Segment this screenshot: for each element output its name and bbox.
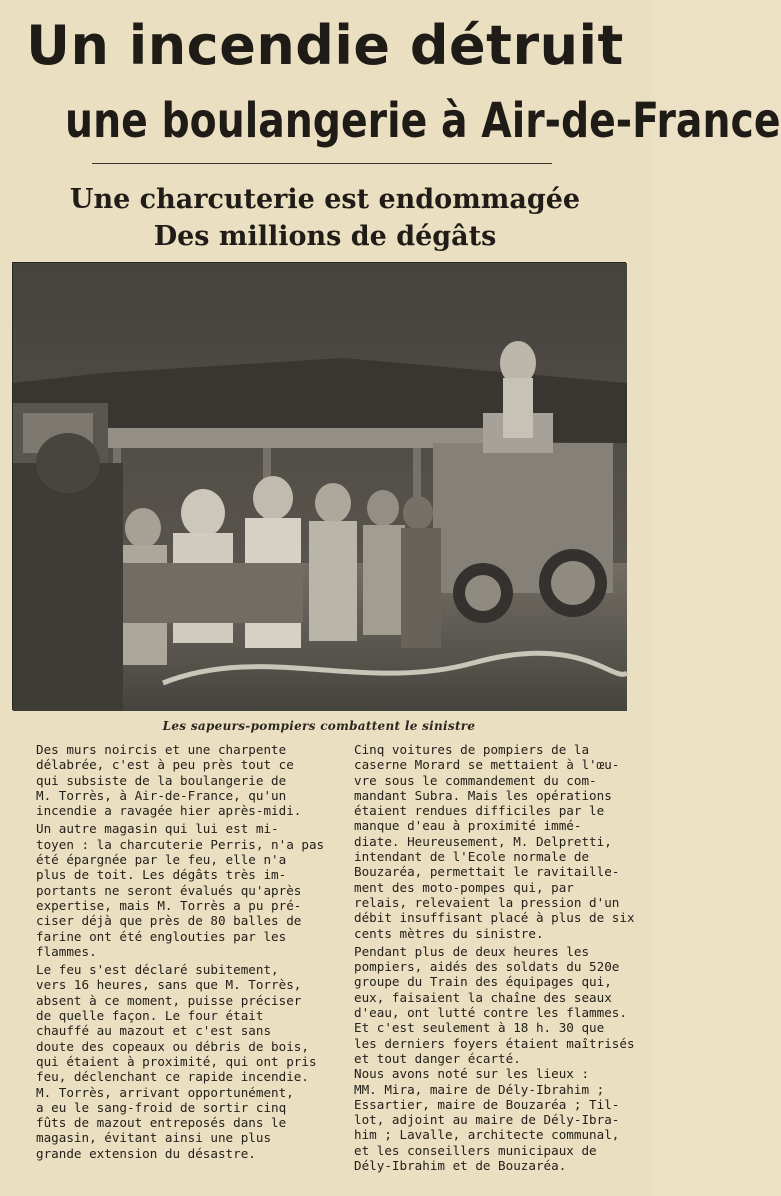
text-line: him ; Lavalle, architecte communal, [354, 1127, 620, 1143]
paragraph [22, 742, 324, 818]
text-line: de quelle façon. Le four était [36, 1008, 264, 1024]
text-line: fûts de mazout entreposés dans le [36, 1115, 287, 1131]
text-line: eux, faisaient la chaîne des seaux [354, 989, 612, 1005]
text-line: flammes. [36, 943, 97, 959]
text-line: vre sous le commandement du com- [354, 772, 597, 788]
paragraph [340, 944, 642, 1020]
article-column-right [340, 742, 642, 1173]
text-line: été épargnée par le feu, elle n'a [36, 852, 287, 868]
paragraph [340, 742, 642, 941]
text-line: et tout danger écarté. [354, 1050, 521, 1066]
text-line: Des murs noircis et une charpente [36, 742, 287, 757]
text-line: les derniers foyers étaient maîtrisés [354, 1035, 635, 1051]
text-line: étaient rendues difficiles par le [354, 803, 605, 819]
photo-caption: Les sapeurs-pompiers combattent le sinistre [162, 719, 476, 733]
text-line: Cinq voitures de pompiers de la [354, 742, 590, 757]
text-line: a eu le sang-froid de sortir cinq [36, 1099, 287, 1115]
text-line: Pendant plus de deux heures les [354, 943, 590, 959]
text-line: groupe du Train des équipages qui, [354, 974, 612, 990]
text-line: farine ont été englouties par les [36, 928, 287, 944]
text-line: M. Torrès, à Air-de-France, qu'un [36, 787, 287, 803]
text-line: Et c'est seulement à 18 h. 30 que [354, 1020, 605, 1036]
text-line: toyen : la charcuterie Perris, n'a pas [36, 836, 325, 852]
text-line: lot, adjoint au maire de Dély-Ibra- [354, 1112, 620, 1128]
paragraph [22, 962, 324, 1161]
subheadline-line-1: Une charcuterie est endommagée [69, 184, 581, 215]
text-line: d'eau, ont lutté contre les flammes. [354, 1005, 627, 1021]
text-line: vers 16 heures, sans que M. Torrès, [36, 977, 302, 993]
news-photo [12, 262, 626, 710]
text-line: Un autre magasin qui lui est mi- [36, 821, 279, 837]
text-line: qui étaient à proximité, qui ont pris [36, 1053, 317, 1069]
text-line: doute des copeaux ou débris de bois, [36, 1038, 309, 1054]
text-line: Dély-Ibrahim et de Bouzaréa. [354, 1158, 567, 1174]
paragraph [22, 821, 324, 959]
subheadline-line-2: Des millions de dégâts [153, 221, 497, 252]
headline-line-1: Un incendie détruit [26, 14, 624, 77]
text-line: qui subsiste de la boulangerie de [36, 772, 287, 788]
text-line: Bouzaréa, permettait le ravitaille- [354, 864, 620, 880]
text-line: Nous avons noté sur les lieux : [354, 1066, 590, 1082]
text-line: magasin, évitant ainsi une plus [36, 1130, 272, 1146]
text-line: intendant de l'Ecole normale de [354, 849, 590, 865]
text-line: feu, déclenchant ce rapide incendie. [36, 1069, 309, 1085]
paragraph [340, 1020, 642, 1066]
text-line: relais, relevaient la pression d'un [354, 894, 620, 910]
text-line: et les conseillers municipaux de [354, 1142, 597, 1158]
text-line: MM. Mira, maire de Dély-Ibrahim ; [354, 1081, 605, 1097]
text-line: ciser déjà que près de 80 balles de [36, 913, 302, 929]
text-line: débit insuffisant placé à plus de six [354, 910, 635, 926]
text-line: portants ne seront évalués qu'après [36, 882, 302, 898]
text-line: diate. Heureusement, M. Delpretti, [354, 833, 612, 849]
text-line: ment des moto-pompes qui, par [354, 879, 574, 895]
text-line: plus de toit. Les dégâts très im- [36, 867, 287, 883]
paragraph [340, 1066, 642, 1173]
text-line: chauffé au mazout et c'est sans [36, 1023, 272, 1039]
headline-line-2: une boulangerie à Air-de-France [65, 93, 781, 149]
photo-firefighters-scene [13, 263, 627, 711]
text-line: incendie a ravagée hier après-midi. [36, 803, 302, 819]
text-line: pompiers, aidés des soldats du 520e [354, 959, 620, 975]
text-line: manque d'eau à proximité immé- [354, 818, 582, 834]
article-column-left [22, 742, 324, 1161]
text-line: absent à ce moment, puisse préciser [36, 992, 302, 1008]
text-line: mandant Subra. Mais les opérations [354, 787, 612, 803]
text-line: caserne Morard se mettaient à l'œu- [354, 757, 620, 773]
text-line: cents mètres du sinistre. [354, 925, 544, 941]
text-line: expertise, mais M. Torrès a pu pré- [36, 897, 302, 913]
text-line: Essartier, maire de Bouzaréa ; Til- [354, 1096, 620, 1112]
text-line: délabrée, c'est à peu près tout ce [36, 757, 294, 773]
headline-divider [92, 163, 552, 164]
text-line: Le feu s'est déclaré subitement, [36, 962, 279, 978]
text-line: grande extension du désastre. [36, 1145, 256, 1161]
text-line: M. Torrès, arrivant opportunément, [36, 1084, 294, 1100]
